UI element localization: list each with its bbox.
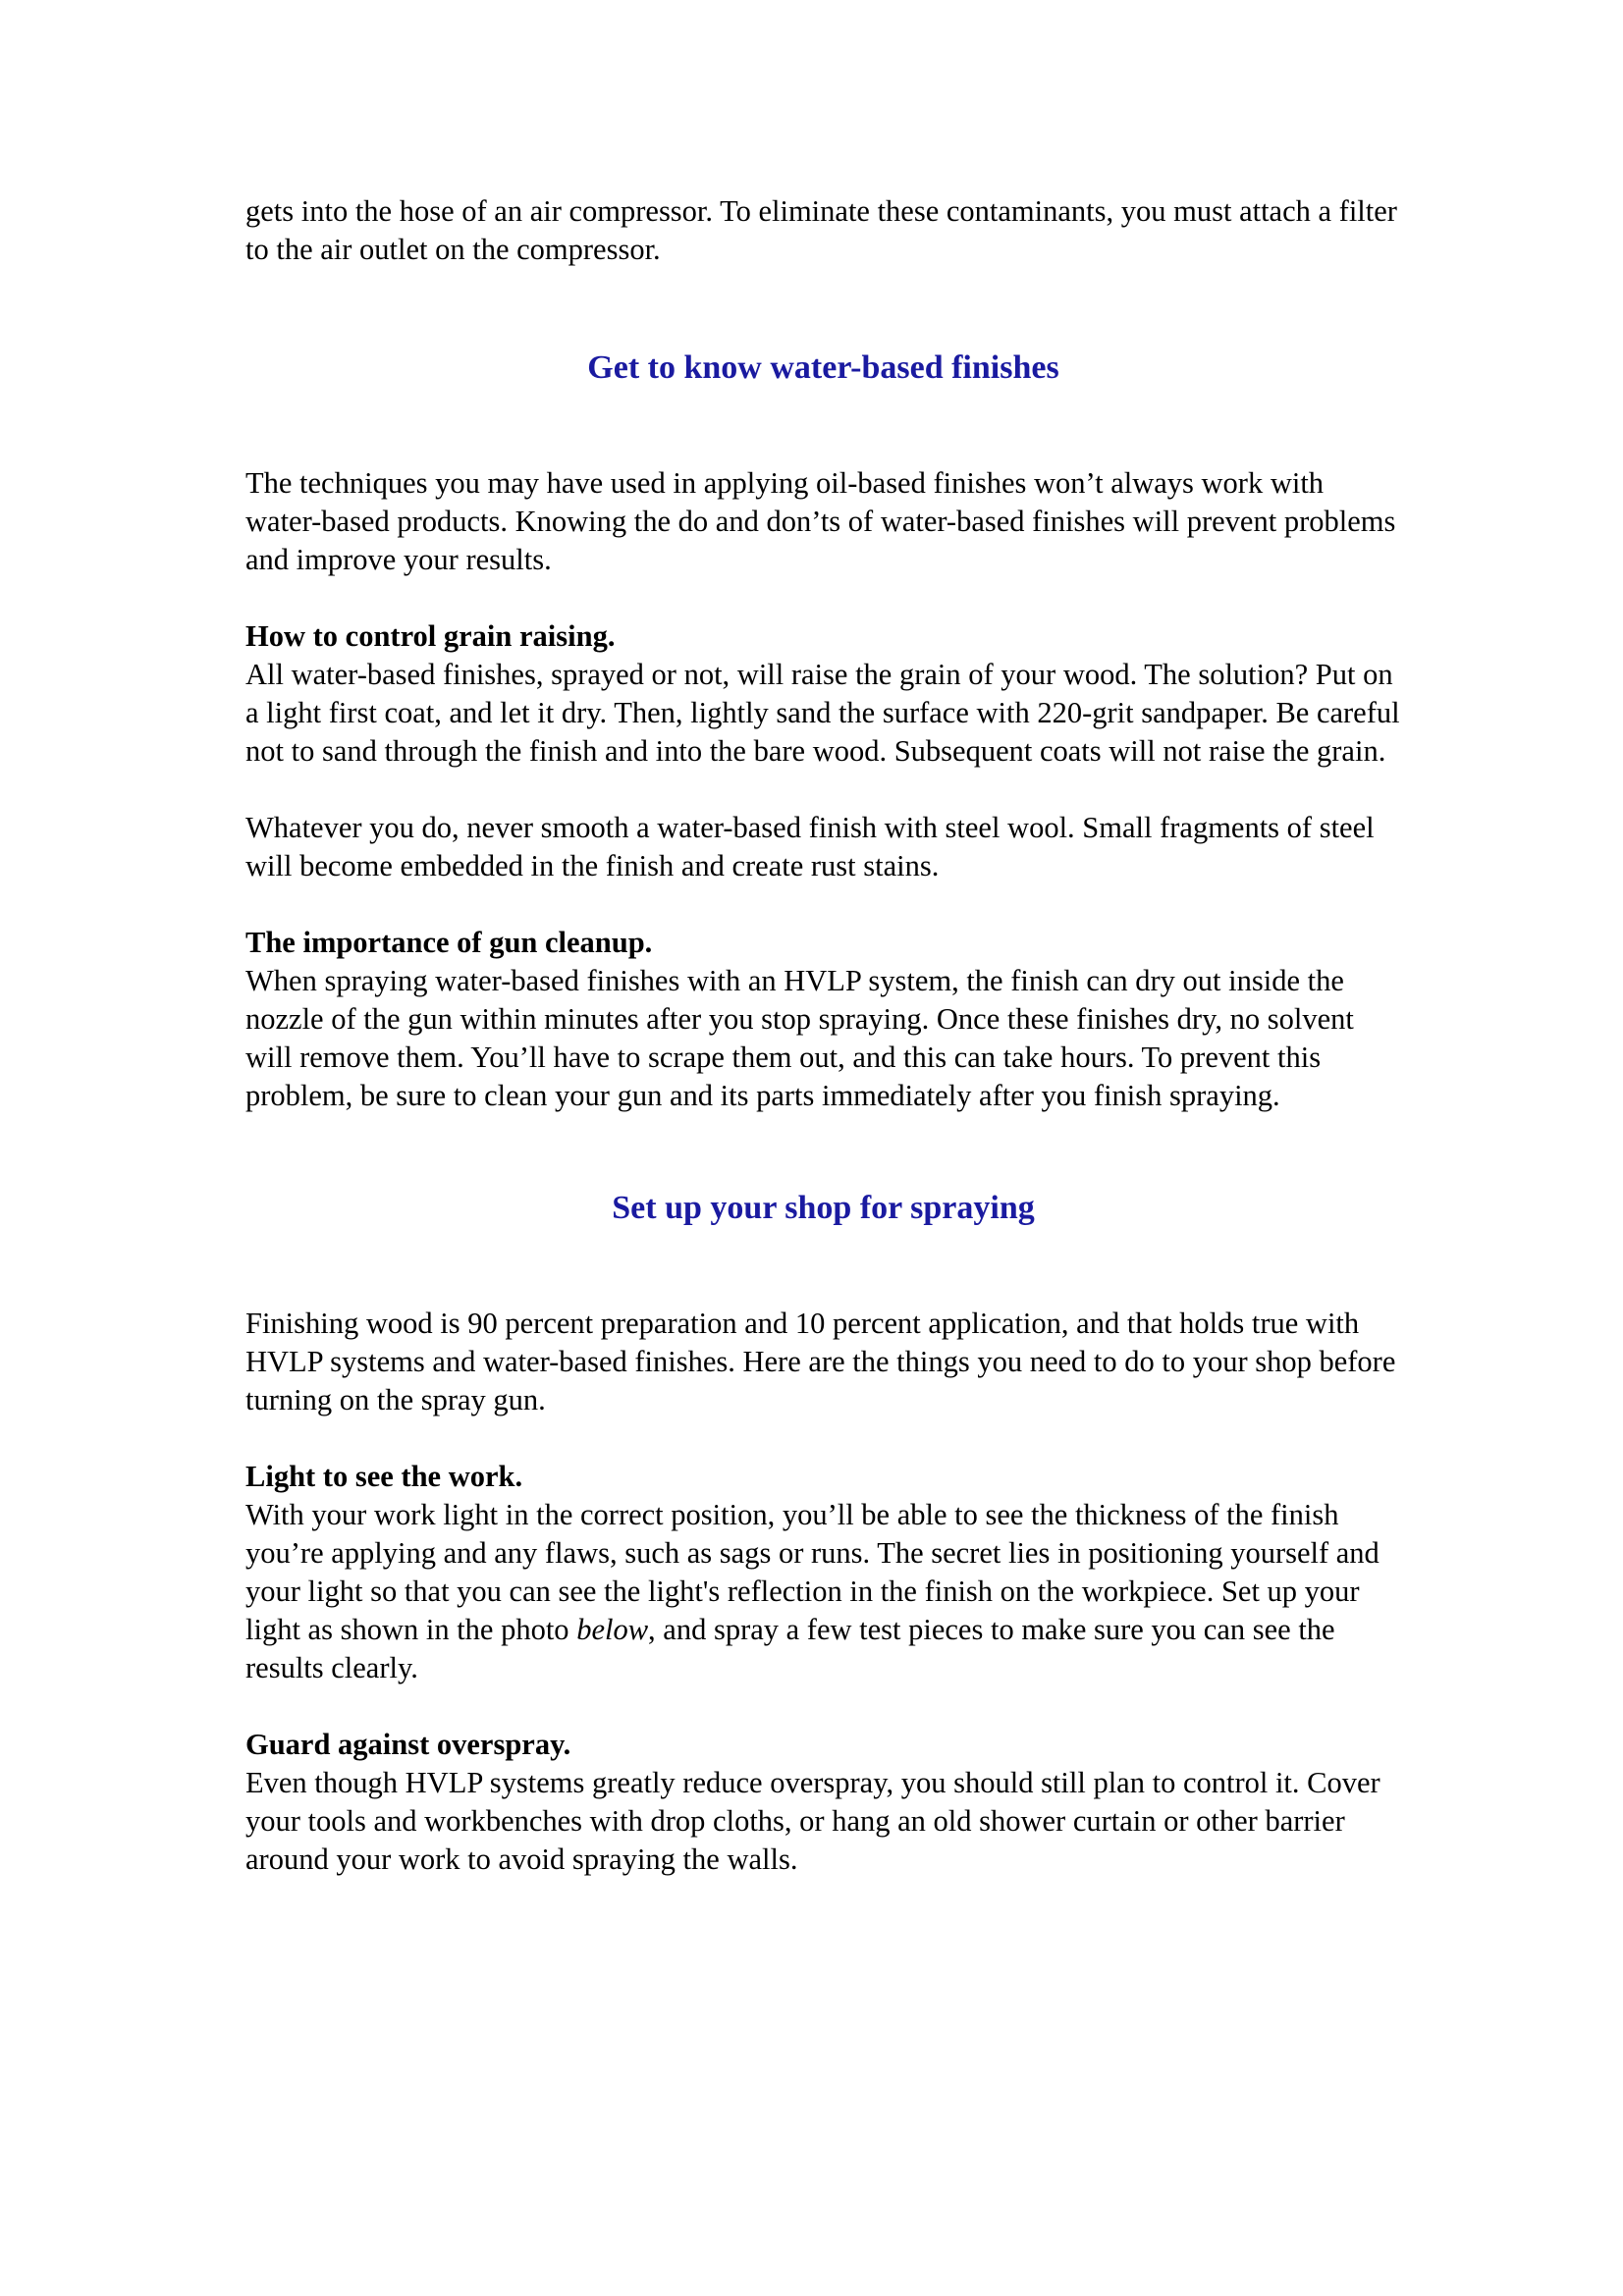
overspray-paragraph: Even though HVLP systems greatly reduce overspray, you should still plan to control it. Cover your tools and workbenches with drop cloths, or hang an old shower curtain or other barrier around your work to avoid spraying the walls. (245, 1766, 1380, 1876)
section-heading-shop-setup: Set up your shop for spraying (612, 1190, 1035, 1226)
grain-raising-paragraph: All water-based finishes, sprayed or not, will raise the grain of your wood. The solution? Put on a light first coat, and let it dry. Then, lightly sand the surface with 220-grit sandpaper. Be careful not to sand through the finish and into the bare wood. Subsequent coats will not raise the grain. (245, 658, 1400, 768)
document-page (245, 192, 1404, 1879)
gun-cleanup-paragraph: When spraying water-based finishes with an HVLP system, the finish can dry out inside the nozzle of the gun within minutes after you stop spraying. Once these finishes dry, no solvent will remove them. You’ll have to scrape them out, and this can take hours. To prevent this problem, be sure to clean your gun and its parts immediately after you finish spraying. (245, 964, 1354, 1112)
intro-continuation-paragraph: gets into the hose of an air compressor. To eliminate these contaminants, you must attach a filter to the air outlet on the compressor. (245, 194, 1397, 266)
light-block (245, 1458, 1404, 1687)
overspray-block (245, 1726, 1404, 1879)
light-paragraph-text-2: , and spray a few test pieces to make sure you can see the results clearly. (245, 1613, 1335, 1684)
gun-cleanup-subheading: The importance of gun cleanup. (245, 926, 653, 959)
overspray-subheading: Guard against overspray. (245, 1728, 571, 1761)
grain-raising-subheading: How to control grain raising. (245, 619, 616, 653)
steel-wool-paragraph: Whatever you do, never smooth a water-based finish with steel wool. Small fragments of steel will become embedded in the finish and create rust stains. (245, 811, 1375, 882)
shop-setup-intro-paragraph: Finishing wood is 90 percent preparation and 10 percent application, and that holds true with HVLP systems and water-based finishes. Here are the things you need to do to your shop before turning on the spray gun. (245, 1307, 1396, 1416)
section-heading-water-based-finishes: Get to know water-based finishes (587, 349, 1059, 386)
light-subheading: Light to see the work. (245, 1460, 523, 1493)
light-paragraph-text-1: With your work light in the correct position, you’ll be able to see the thickness of the finish you’re applying and any flaws, such as sags or runs. The secret lies in positioning yourself and your light so that you can see the light's reflection in the finish on the workpiece. Set up your light as shown in the photo (245, 1498, 1380, 1646)
light-paragraph-emphasis: below (576, 1613, 649, 1646)
grain-raising-block (245, 617, 1404, 771)
gun-cleanup-block (245, 924, 1404, 1115)
light-paragraph (245, 1496, 1404, 1687)
water-based-intro-paragraph: The techniques you may have used in applying oil-based finishes won’t always work with water-based products. Knowing the do and don’ts of water-based finishes will prevent problems and improve your results. (245, 466, 1396, 576)
